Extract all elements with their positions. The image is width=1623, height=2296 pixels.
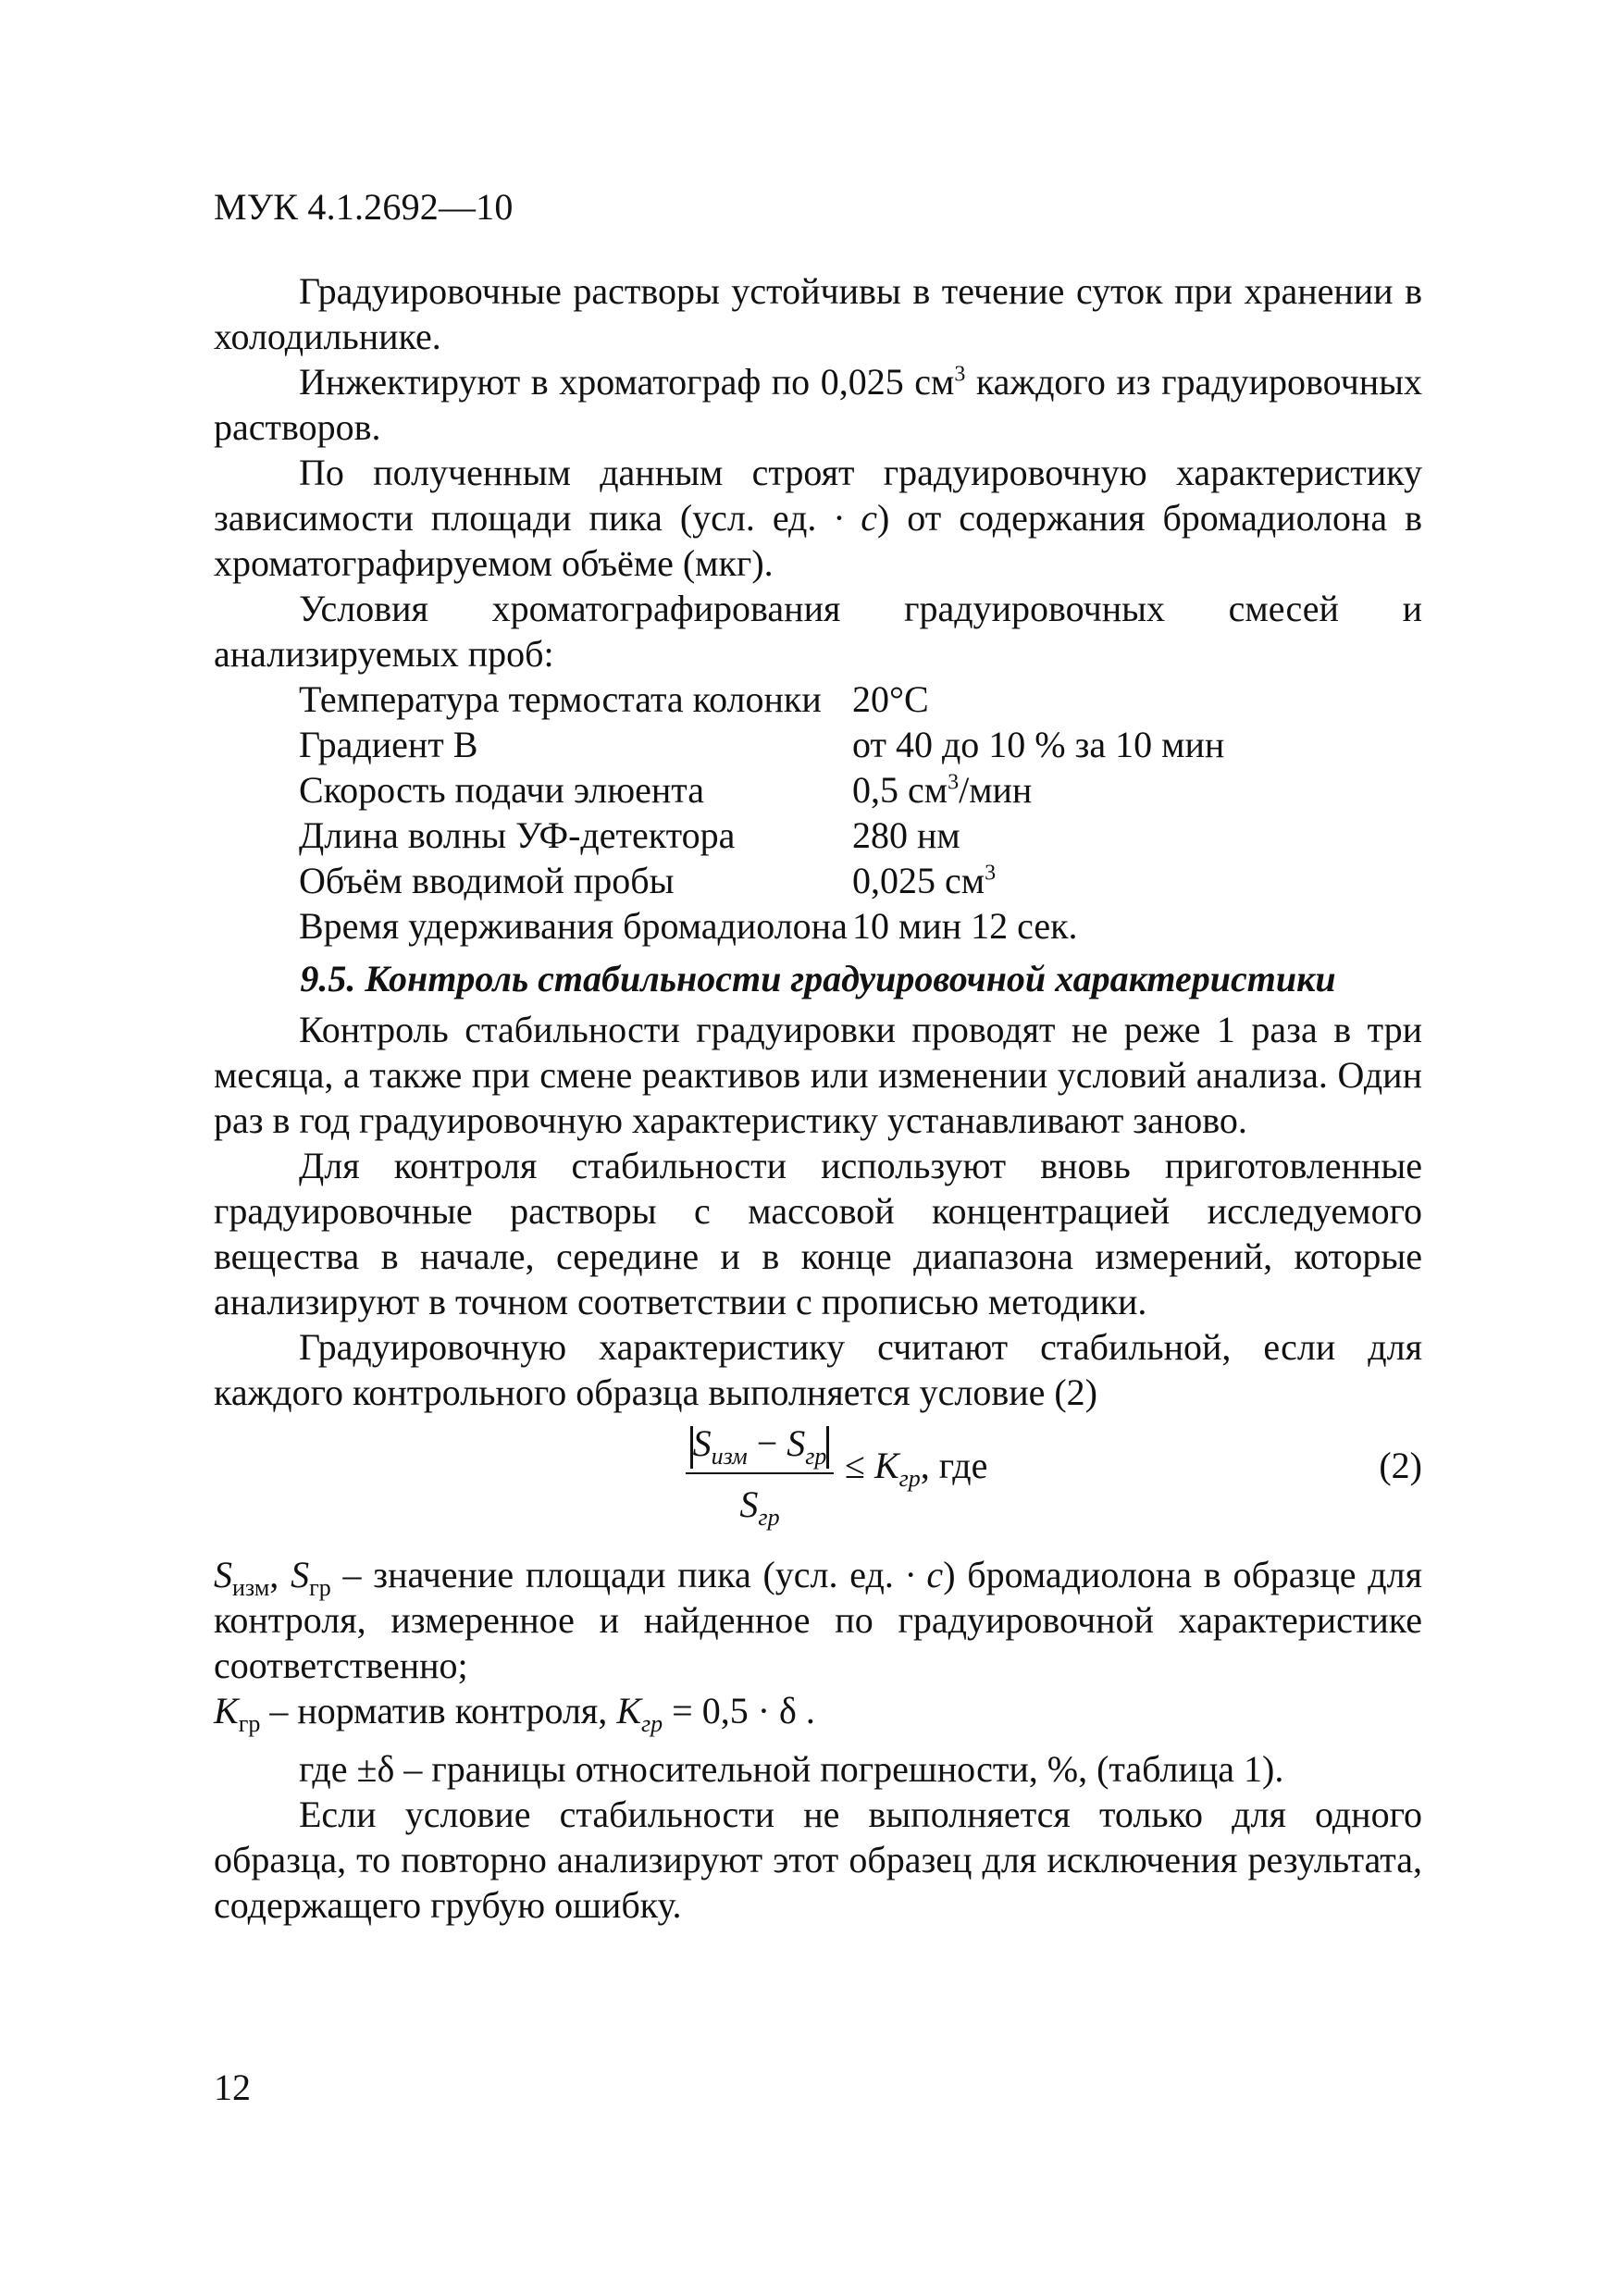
abs-bar-right	[826, 1426, 829, 1469]
calibration-text-a: По полученным данным строят градуировочную характеристику зависимости площади пика (усл. ед.	[214, 452, 1422, 539]
definition-s-values: $S_{изм}$, $S_{гр}$ – значение площади пика (усл. ед. · c) бромадиолона в образце для контроля, измеренное и найденное по градуировочной характеристике соответственно;	[214, 1554, 1423, 1686]
calibration-text-b: ) от содержания бромадиолона в хроматографируемом объёме (мкг).	[214, 497, 1422, 584]
condition-value: от 40 до 10 % за 10 мин	[852, 724, 1225, 765]
equation-number: (2)	[1379, 1445, 1422, 1486]
paragraph-solutions-stability: Градуировочные растворы устойчивы в течение суток при хранении в холодильнике.	[214, 270, 1422, 357]
injection-superscript: 3	[954, 362, 966, 387]
injection-text-b: каждого из градуировочных растворов.	[214, 361, 1422, 448]
condition-name: Время удерживания бромадиолона	[299, 905, 848, 947]
condition-name: Градиент В	[299, 724, 478, 765]
condition-name: Объём вводимой пробы	[299, 860, 675, 901]
definition-delta: где ±δ – границы относительной погрешности, %, (таблица 1).	[299, 1748, 1284, 1790]
chromatography-conditions-list	[214, 676, 1422, 949]
condition-value: 280 нм	[852, 814, 960, 856]
paragraph-injection	[214, 359, 1422, 450]
stability-formula	[214, 1415, 1422, 1552]
definition-k-norm: $K_{гр}$ – норматив контроля, $K_{гр} = 0,5 \cdot \delta$ .	[214, 1690, 815, 1737]
document-body	[214, 268, 1422, 1928]
paragraph-stability-condition: Градуировочную характеристику считают стабильной, если для каждого контрольного образца выполняется условие (2)	[214, 1326, 1422, 1413]
condition-value: 0,025 $см^3$	[852, 860, 997, 901]
condition-row	[214, 767, 1422, 813]
paragraph-conditions-intro: Условия хроматографирования градуировочных смесей и анализируемых проб:	[214, 588, 1422, 675]
paragraph-retest: Если условие стабильности не выполняется только для одного образца, то повторно анализируют этот образец для исключения результата, содержащего грубую ошибку.	[214, 1793, 1422, 1926]
document-code-header: МУК 4.1.2692—10	[214, 186, 514, 228]
condition-row	[214, 903, 1422, 949]
condition-value: 0,5 $см^3$/мин	[852, 769, 1033, 811]
paragraph-calibration-curve	[214, 450, 1422, 586]
condition-value: 10 мин 12 сек.	[852, 905, 1078, 947]
calibration-unit: · c	[834, 497, 878, 539]
formula-numerator: $S_{изм} - S_{гр}$	[686, 1421, 834, 1469]
formula-relation: ≤ $K_{гр}$, где	[845, 1445, 988, 1492]
page-number: 12	[214, 2066, 251, 2108]
condition-row	[214, 858, 1422, 903]
paragraph-stability-solutions: Для контроля стабильности используют вновь приготовленные градуировочные растворы с массовой концентрацией исследуемого вещества в начале, середине и в конце диапазона измерений, которые анализируют в точном соответствии с прописью методики.	[214, 1145, 1422, 1322]
condition-row	[214, 722, 1422, 767]
condition-name: Температура термостата колонки	[299, 678, 822, 720]
fraction-bar	[686, 1472, 834, 1474]
condition-name: Скорость подачи элюента	[299, 769, 705, 811]
condition-row	[214, 676, 1422, 722]
condition-name: Длина волны УФ-детектора	[299, 814, 736, 856]
paragraph-stability-frequency: Контроль стабильности градуировки проводят не реже 1 раза в три месяца, а также при смене реактивов или изменении условий анализа. Один раз в год градуировочную характеристику устанавливают заново.	[214, 1009, 1422, 1141]
formula-denominator: $S_{гр}$	[739, 1483, 780, 1531]
condition-value: 20°C	[852, 678, 929, 720]
condition-row	[214, 813, 1422, 858]
injection-text-a: Инжектируют в хроматограф по 0,025 см	[299, 361, 955, 403]
section-heading: 9.5. Контроль стабильности градуировочной характеристики	[300, 958, 1336, 999]
